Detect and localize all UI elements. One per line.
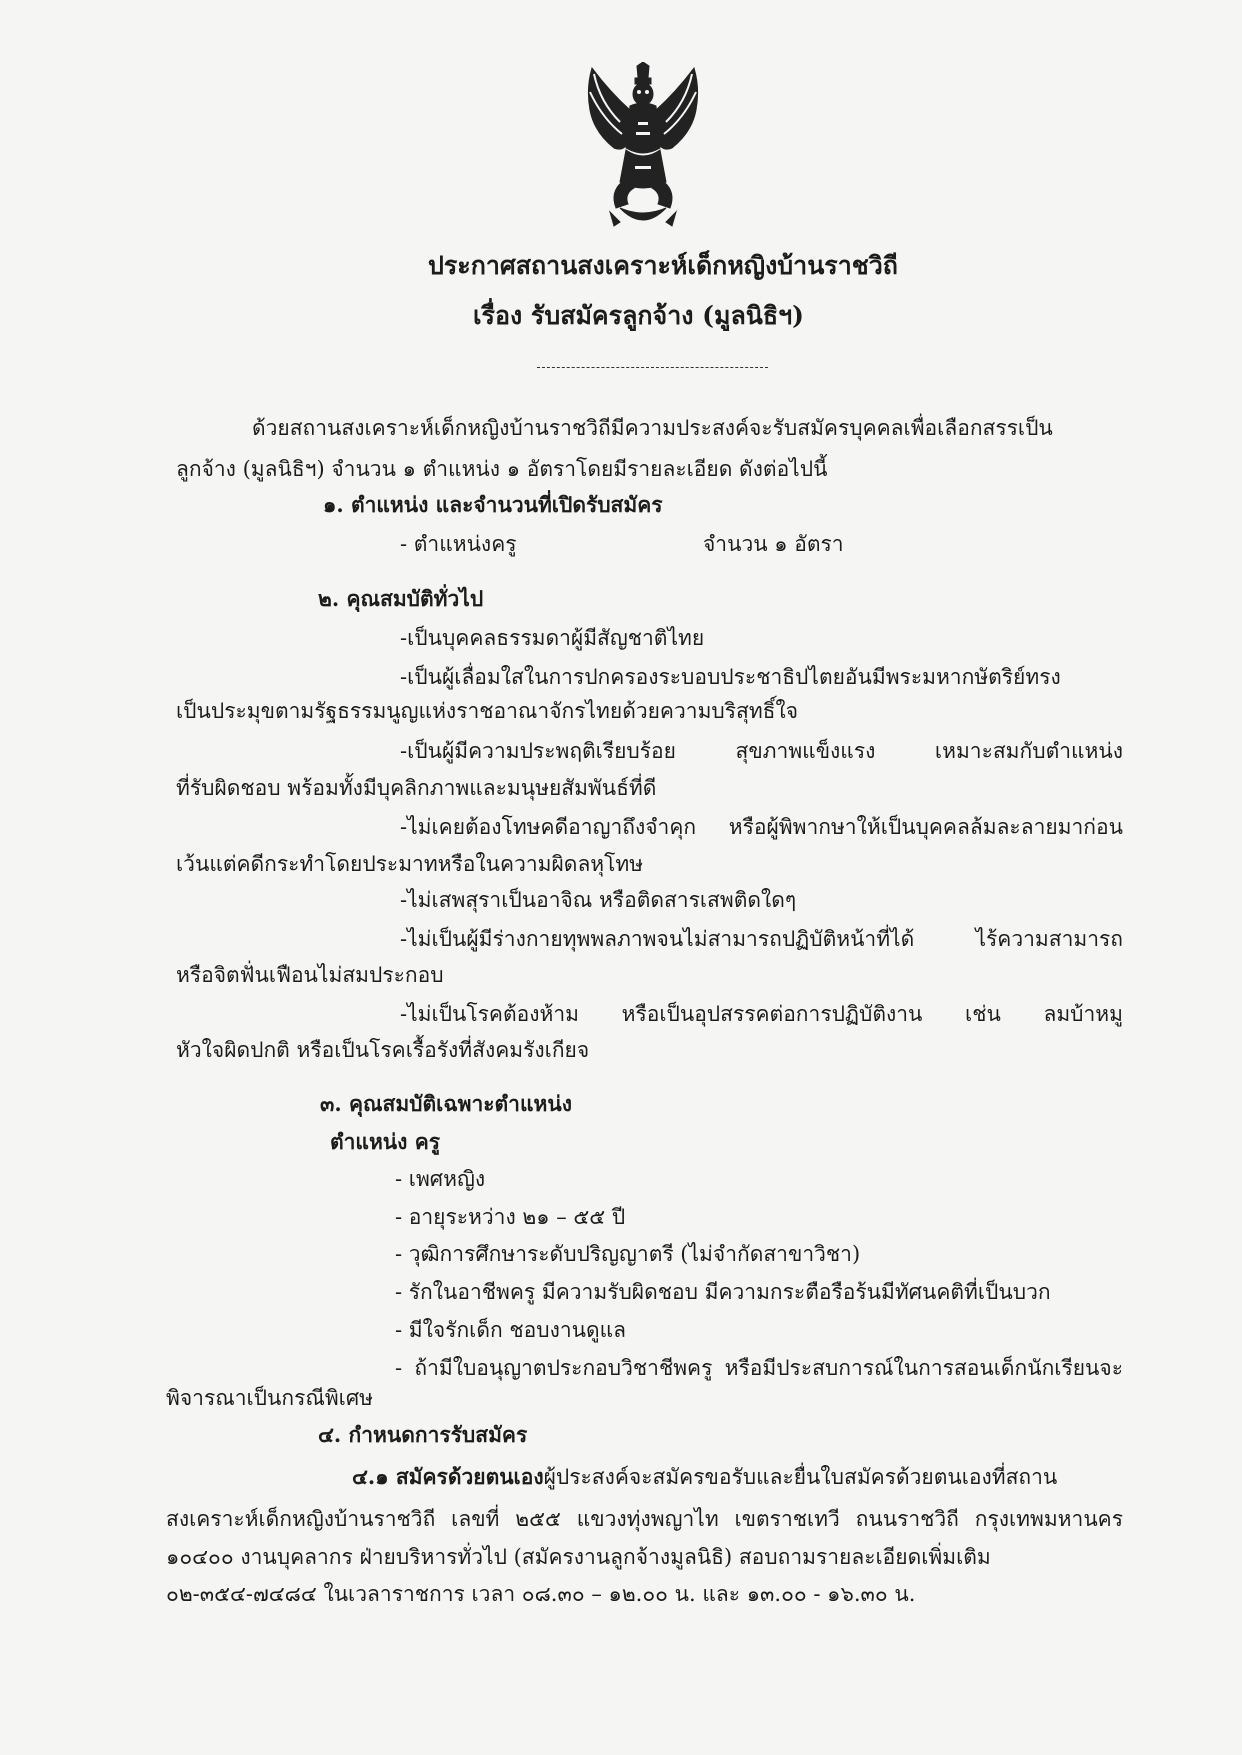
page-title: ประกาศสถานสงเคราะห์เด็กหญิงบ้านราชวิถี	[428, 251, 898, 280]
application-lead-line	[352, 1463, 1057, 1491]
application-contact-line: ๐๒-๓๕๔-๗๔๘๔ ในเวลาราชการ เวลา ๐๘.๓๐ – ๑๒.๐๐ น. และ ๑๓.๐๐ - ๑๖.๓๐ น.	[166, 1582, 916, 1606]
general-qualification-1: -เป็นบุคคลธรรมดาผู้มีสัญชาติไทย	[400, 626, 705, 650]
specific-qualification-1: - เพศหญิง	[395, 1167, 486, 1191]
specific-qualification-4: - รักในอาชีพครู มีความรับผิดชอบ มีความกระตือรือร้นมีทัศนคติที่เป็นบวก	[395, 1280, 1051, 1304]
general-qualification-5: -ไม่เสพสุราเป็นอาจิณ หรือติดสารเสพติดใดๆ	[400, 888, 797, 912]
position-label: - ตำแหน่งครู	[400, 532, 517, 556]
section-1-heading: ๑. ตำแหน่ง และจำนวนที่เปิดรับสมัคร	[323, 492, 663, 517]
general-qualification-7b: หัวใจผิดปกติ หรือเป็นโรคเรื้อรังที่สังคมรังเกียจ	[176, 1038, 590, 1062]
intro-line-1: ด้วยสถานสงเคราะห์เด็กหญิงบ้านราชวิถีมีความประสงค์จะรับสมัครบุคคลเพื่อเลือกสรรเป็น	[252, 416, 1053, 440]
garuda-emblem	[580, 62, 706, 230]
application-address-line: สงเคราะห์เด็กหญิงบ้านราชวิถี เลขที่ ๒๕๕ แขวงทุ่งพญาไท เขตราชเทวี ถนนราชวิถี กรุงเทพมหานคร	[166, 1507, 1123, 1531]
section-3-subheading: ตำแหน่ง ครู	[330, 1129, 441, 1154]
separator-line	[537, 367, 768, 368]
general-qualification-4b: เว้นแต่คดีกระทำโดยประมาทหรือในความผิดลหุโทษ	[176, 852, 644, 876]
page-subject: เรื่อง รับสมัครลูกจ้าง (มูลนิธิฯ)	[473, 301, 804, 330]
apply-in-person-label: ๔.๑ สมัครด้วยตนเอง	[352, 1464, 544, 1489]
specific-qualification-6a: - ถ้ามีใบอนุญาตประกอบวิชาชีพครู หรือมีประสบการณ์ในการสอนเด็กนักเรียนจะ	[395, 1356, 1123, 1380]
specific-qualification-2: - อายุระหว่าง ๒๑ – ๕๕ ปี	[395, 1205, 626, 1229]
apply-in-person-text: ผู้ประสงค์จะสมัครขอรับและยื่นใบสมัครด้วยตนเองที่สถาน	[543, 1465, 1058, 1489]
general-qualification-3a: -เป็นผู้มีความประพฤติเรียบร้อย สุขภาพแข็งแรง เหมาะสมกับตำแหน่ง	[400, 739, 1123, 763]
general-qualification-3b: ที่รับผิดชอบ พร้อมทั้งมีบุคลิกภาพและมนุษยสัมพันธ์ที่ดี	[176, 776, 657, 800]
general-qualification-6b: หรือจิตฟั่นเฟือนไม่สมประกอบ	[176, 963, 444, 987]
position-count: จำนวน ๑ อัตรา	[703, 532, 844, 556]
section-4-heading: ๔. กำหนดการรับสมัคร	[318, 1422, 528, 1447]
section-2-heading: ๒. คุณสมบัติทั่วไป	[318, 586, 484, 611]
specific-qualification-5: - มีใจรักเด็ก ชอบงานดูแล	[395, 1318, 627, 1342]
general-qualification-2a: -เป็นผู้เลื่อมใสในการปกครองระบอบประชาธิปไตยอันมีพระมหากษัตริย์ทรง	[400, 665, 1061, 689]
general-qualification-2b: เป็นประมุขตามรัฐธรรมนูญแห่งราชอาณาจักรไทยด้วยความบริสุทธิ์ใจ	[176, 699, 799, 723]
application-department-line: ๑๐๔๐๐ งานบุคลากร ฝ่ายบริหารทั่วไป (สมัครงานลูกจ้างมูลนิธิ) สอบถามรายละเอียดเพิ่มเติม	[166, 1545, 991, 1569]
intro-line-2: ลูกจ้าง (มูลนิธิฯ) จำนวน ๑ ตำแหน่ง ๑ อัตราโดยมีรายละเอียด ดังต่อไปนี้	[176, 457, 828, 481]
specific-qualification-6b: พิจารณาเป็นกรณีพิเศษ	[166, 1386, 374, 1410]
specific-qualification-3: - วุฒิการศึกษาระดับปริญญาตรี (ไม่จำกัดสาขาวิชา)	[395, 1242, 861, 1266]
general-qualification-6a: -ไม่เป็นผู้มีร่างกายทุพพลภาพจนไม่สามารถปฏิบัติหน้าที่ได้ ไร้ความสามารถ	[400, 927, 1123, 951]
general-qualification-4a: -ไม่เคยต้องโทษคดีอาญาถึงจำคุก หรือผู้พิพากษาให้เป็นบุคคลล้มละลายมาก่อน	[400, 815, 1123, 839]
section-3-heading: ๓. คุณสมบัติเฉพาะตำแหน่ง	[320, 1091, 572, 1116]
general-qualification-7a: -ไม่เป็นโรคต้องห้าม หรือเป็นอุปสรรคต่อการปฏิบัติงาน เช่น ลมบ้าหมู	[400, 1002, 1123, 1026]
